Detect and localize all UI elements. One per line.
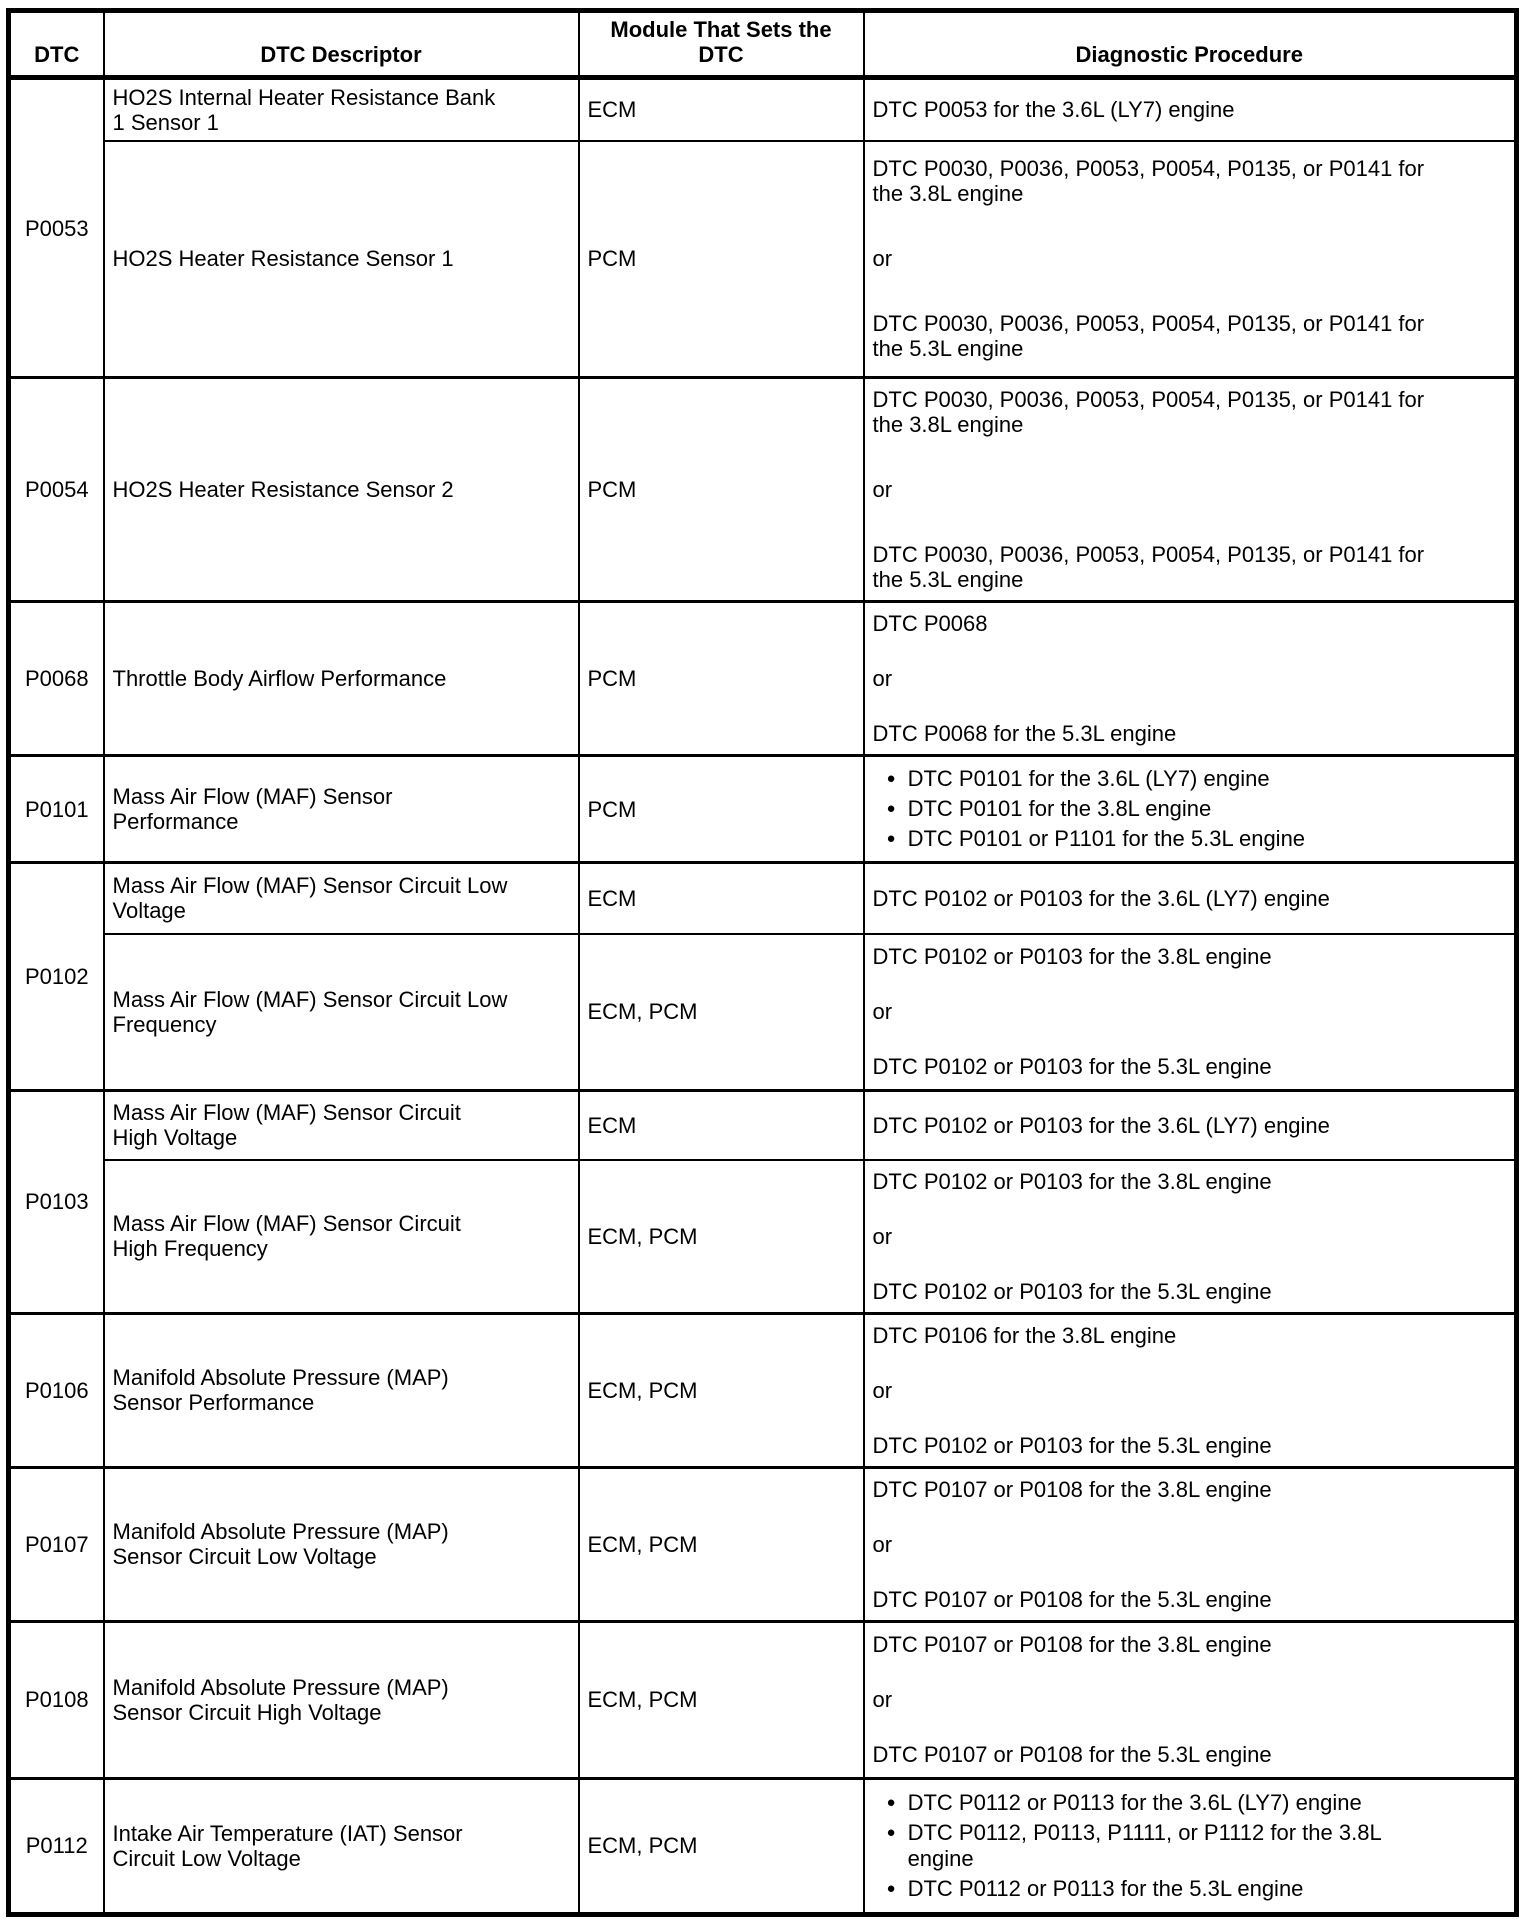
procedure-paragraph: or	[872, 1531, 893, 1557]
procedure-paragraph: DTC P0107 or P0108 for the 3.8L engine	[872, 1632, 1272, 1657]
bullet-text: DTC P0101 or P1101 for the 5.3L engine	[907, 826, 1306, 851]
descriptor-cell: Mass Air Flow (MAF) Sensor Circuit High Voltage	[104, 1091, 579, 1160]
header-row	[9, 11, 1517, 78]
table-row	[9, 378, 1517, 602]
table-row	[9, 141, 1517, 378]
procedure-cell	[864, 141, 1517, 378]
module-cell: ECM, PCM	[579, 1467, 864, 1621]
procedure-paragraph: or	[872, 999, 893, 1025]
procedure-paragraph: or	[872, 1223, 893, 1249]
procedure-paragraph: DTC P0030, P0036, P0053, P0054, P0135, or P0141 for the 3.8L engine	[872, 387, 1425, 437]
procedure-paragraph: or	[872, 477, 893, 502]
bullet-text: DTC P0101 for the 3.8L engine	[907, 796, 1212, 821]
descriptor-cell: HO2S Heater Resistance Sensor 2	[104, 378, 579, 602]
bullet-text: DTC P0101 for the 3.6L (LY7) engine	[907, 766, 1270, 791]
bullet-text: DTC P0112 or P0113 for the 5.3L engine	[907, 1875, 1304, 1901]
bullet-icon: ●	[886, 800, 896, 817]
table-row	[9, 1313, 1517, 1467]
table-row	[9, 1621, 1517, 1778]
module-cell: ECM	[579, 863, 864, 934]
procedure-cell	[864, 78, 1517, 141]
procedure-paragraph: DTC P0102 or P0103 for the 3.8L engine	[872, 944, 1272, 970]
dtc-code-p0112: P0112	[9, 1778, 104, 1914]
procedure-cell	[864, 1160, 1517, 1314]
descriptor-cell: Mass Air Flow (MAF) Sensor Circuit High Frequency	[104, 1160, 579, 1314]
descriptor-cell: Mass Air Flow (MAF) Sensor Performance	[104, 756, 579, 863]
column-header-procedure: Diagnostic Procedure	[864, 11, 1517, 78]
procedure-paragraph: DTC P0107 or P0108 for the 5.3L engine	[872, 1586, 1272, 1612]
procedure-paragraph: or	[872, 666, 893, 691]
column-header-dtc: DTC	[9, 11, 104, 78]
bullet-icon: ●	[886, 830, 896, 847]
descriptor-cell: Mass Air Flow (MAF) Sensor Circuit Low Voltage	[104, 863, 579, 934]
dtc-code-p0107: P0107	[9, 1467, 104, 1621]
procedure-paragraph: DTC P0107 or P0108 for the 3.8L engine	[872, 1476, 1272, 1502]
module-cell: ECM	[579, 1091, 864, 1160]
module-cell: ECM, PCM	[579, 934, 864, 1091]
procedure-cell	[864, 1778, 1517, 1914]
module-cell: PCM	[579, 602, 864, 756]
descriptor-cell: HO2S Heater Resistance Sensor 1	[104, 141, 579, 378]
dtc-table	[6, 8, 1519, 1917]
bullet-icon: ●	[886, 770, 896, 787]
procedure-paragraph: DTC P0102 or P0103 for the 3.6L (LY7) engine	[872, 1112, 1330, 1138]
procedure-bullet-list	[873, 766, 1449, 852]
procedure-paragraph: DTC P0102 or P0103 for the 5.3L engine	[872, 1432, 1272, 1458]
table-row	[9, 1778, 1517, 1914]
descriptor-cell: Manifold Absolute Pressure (MAP) Sensor Circuit High Voltage	[104, 1621, 579, 1778]
procedure-cell	[864, 1621, 1517, 1778]
module-cell: ECM	[579, 78, 864, 141]
procedure-paragraph: DTC P0068 for the 5.3L engine	[872, 721, 1177, 746]
module-cell: PCM	[579, 756, 864, 863]
module-cell: ECM, PCM	[579, 1621, 864, 1778]
dtc-code-p0103: P0103	[9, 1091, 104, 1314]
procedure-paragraph: DTC P0030, P0036, P0053, P0054, P0135, or P0141 for the 5.3L engine	[872, 542, 1425, 592]
module-cell: PCM	[579, 141, 864, 378]
procedure-cell	[864, 934, 1517, 1091]
bullet-icon: ●	[886, 1879, 896, 1897]
procedure-paragraph: DTC P0102 or P0103 for the 3.8L engine	[872, 1168, 1272, 1194]
table-row	[9, 934, 1517, 1091]
procedure-paragraph: DTC P0106 for the 3.8L engine	[872, 1322, 1177, 1348]
procedure-cell	[864, 756, 1517, 863]
module-cell: PCM	[579, 378, 864, 602]
list-item	[887, 1820, 1449, 1872]
procedure-paragraph: or	[872, 246, 893, 272]
column-header-descriptor: DTC Descriptor	[104, 11, 579, 78]
dtc-code-p0108: P0108	[9, 1621, 104, 1778]
list-item	[887, 796, 1449, 822]
table-row	[9, 78, 1517, 141]
procedure-paragraph: or	[872, 1377, 893, 1403]
procedure-paragraph: DTC P0102 or P0103 for the 5.3L engine	[872, 1054, 1272, 1080]
list-item	[887, 1790, 1449, 1816]
procedure-paragraph: or	[872, 1687, 893, 1712]
dtc-code-p0102: P0102	[9, 863, 104, 1091]
procedure-paragraph: DTC P0030, P0036, P0053, P0054, P0135, or P0141 for the 3.8L engine	[872, 156, 1425, 207]
list-item	[887, 766, 1449, 792]
descriptor-cell: Intake Air Temperature (IAT) Sensor Circuit Low Voltage	[104, 1778, 579, 1914]
procedure-cell	[864, 1467, 1517, 1621]
procedure-cell	[864, 1313, 1517, 1467]
bullet-text: DTC P0112, P0113, P1111, or P1112 for the 3.8L engine	[907, 1819, 1381, 1871]
list-item	[887, 826, 1449, 852]
bullet-icon: ●	[886, 1793, 896, 1811]
dtc-code-p0054: P0054	[9, 378, 104, 602]
procedure-cell	[864, 863, 1517, 934]
descriptor-cell: Manifold Absolute Pressure (MAP) Sensor Circuit Low Voltage	[104, 1467, 579, 1621]
module-cell: ECM, PCM	[579, 1313, 864, 1467]
procedure-paragraph: DTC P0102 or P0103 for the 5.3L engine	[872, 1278, 1272, 1304]
procedure-paragraph: DTC P0068	[872, 611, 988, 636]
procedure-paragraph: DTC P0102 or P0103 for the 3.6L (LY7) engine	[872, 885, 1330, 911]
table-row	[9, 863, 1517, 934]
dtc-code-p0068: P0068	[9, 602, 104, 756]
dtc-code-p0106: P0106	[9, 1313, 104, 1467]
procedure-cell	[864, 602, 1517, 756]
procedure-paragraph: DTC P0030, P0036, P0053, P0054, P0135, or P0141 for the 5.3L engine	[872, 311, 1425, 362]
descriptor-cell: HO2S Internal Heater Resistance Bank 1 Sensor 1	[104, 78, 579, 141]
bullet-icon: ●	[886, 1823, 896, 1841]
table-row	[9, 602, 1517, 756]
table-row	[9, 756, 1517, 863]
procedure-paragraph: DTC P0053 for the 3.6L (LY7) engine	[872, 97, 1235, 123]
list-item	[887, 1876, 1449, 1902]
column-header-module: Module That Sets the DTC	[579, 11, 864, 78]
module-cell: ECM, PCM	[579, 1778, 864, 1914]
module-cell: ECM, PCM	[579, 1160, 864, 1314]
descriptor-cell: Mass Air Flow (MAF) Sensor Circuit Low Frequency	[104, 934, 579, 1091]
procedure-bullet-list	[873, 1790, 1449, 1902]
table-row	[9, 1160, 1517, 1314]
table-row	[9, 1467, 1517, 1621]
procedure-cell	[864, 378, 1517, 602]
procedure-cell	[864, 1091, 1517, 1160]
descriptor-cell: Throttle Body Airflow Performance	[104, 602, 579, 756]
table-row	[9, 1091, 1517, 1160]
dtc-code-p0101: P0101	[9, 756, 104, 863]
descriptor-cell: Manifold Absolute Pressure (MAP) Sensor Performance	[104, 1313, 579, 1467]
procedure-paragraph: DTC P0107 or P0108 for the 5.3L engine	[872, 1742, 1272, 1767]
dtc-code-p0053: P0053	[9, 78, 104, 378]
bullet-text: DTC P0112 or P0113 for the 3.6L (LY7) engine	[907, 1789, 1362, 1815]
